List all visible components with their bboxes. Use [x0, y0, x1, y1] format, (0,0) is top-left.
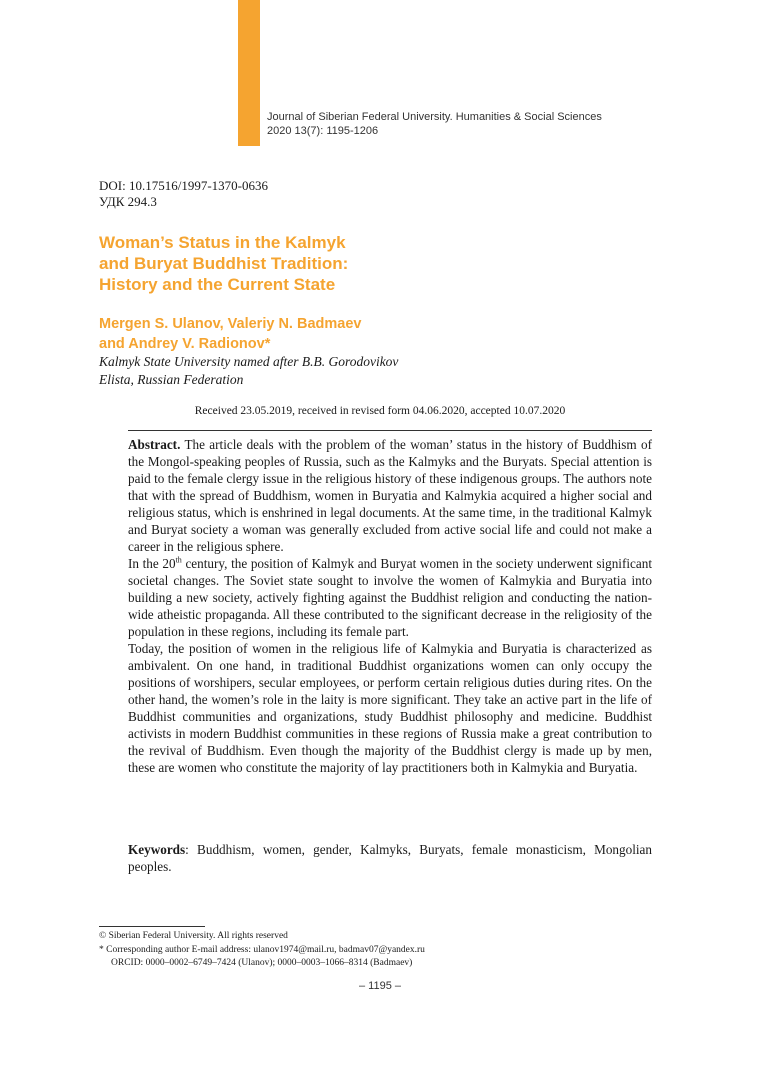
affiliation	[99, 353, 398, 389]
footnotes	[99, 930, 425, 971]
keywords-label: Keywords	[128, 842, 186, 857]
received-dates: Received 23.05.2019, received in revised form 04.06.2020, accepted 10.07.2020	[194, 405, 566, 417]
abstract-text: century, the position of Kalmyk and Buryat women in the society underwent significant societal changes. The Soviet state sought to involve the women of Kalmykia and Buryatia into building a new society, actively fighting against the Buddhist religion and conducting the nation-wide atheistic propaganda. All these contributed to the significant decrease in the religiosity of the population in these regions, including its female part.	[128, 556, 652, 639]
affiliation-location: Elista, Russian Federation	[99, 372, 244, 387]
orcid-note: ORCID: 0000–0002–6749–7424 (Ulanov); 0000–0003–1066–8314 (Badmaev)	[111, 958, 413, 968]
article-meta	[99, 178, 268, 210]
doi: DOI: 10.17516/1997-1370-0636	[99, 178, 268, 193]
accent-bar	[238, 0, 260, 146]
page-number: – 1195 –	[358, 980, 401, 992]
journal-issue: 2020 13(7): 1195-1206	[267, 125, 379, 137]
abstract-text: In the 20	[128, 556, 176, 571]
article-title	[99, 232, 348, 295]
title-line: History and the Current State	[99, 275, 336, 294]
keywords	[128, 841, 652, 875]
title-line: and Buryat Buddhist Tradition:	[99, 254, 349, 273]
udk: УДК 294.3	[99, 194, 157, 209]
abstract-paragraph	[128, 555, 652, 640]
abstract-paragraph: Today, the position of women in the religious life of Kalmykia and Buryatia is characterized as ambivalent. On one hand, in traditional Buddhist organizations women can only occupy the positions of worshipers, secular employees, or perform certain religious duties during rites. On the other hand, the women’s role in the laity is more significant. They take an active part in the life of Buddhist communities and organizations, study Buddhist philosophy and medicine. Buddhist activists in modern Buddhist communities in these regions of Russia make a great contribution to the revival of Buddhism. Even though the majority of the Buddhist clergy is made up by men, these are women who constitute the majority of lay practitioners both in Kalmykia and Buryatia.	[128, 641, 652, 775]
affiliation-university: Kalmyk State University named after B.B. Gorodovikov	[99, 354, 399, 369]
ordinal-suffix: th	[175, 555, 182, 565]
abstract-text: The article deals with the problem of the woman’ status in the history of Buddhism of the Mongol-speaking peoples of Russia, such as the Kalmyks and the Buryats. Special attention is paid to the female clergy issue in the religious history of these indigenous groups. The authors note that with the spread of Buddhism, women in Buryatia and Kalmykia acquired a higher social and religious status, which is enshrined in legal documents. At the same time, in the traditional Kalmyk and Buryat society a woman was generally excluded from active social life and could not make a career in the religious sphere.	[128, 437, 652, 554]
abstract-label: Abstract.	[128, 437, 181, 452]
journal-header	[267, 110, 602, 138]
abstract-divider	[128, 430, 652, 431]
journal-name: Journal of Siberian Federal University. Humanities & Social Sciences	[267, 111, 602, 123]
authors-line: Mergen S. Ulanov, Valeriy N. Badmaev	[99, 316, 362, 332]
title-line: Woman’s Status in the Kalmyk	[99, 233, 346, 252]
copyright-note: © Siberian Federal University. All rights reserved	[99, 931, 288, 941]
keywords-text: : Buddhism, women, gender, Kalmyks, Buryats, female monasticism, Mongolian peoples.	[128, 842, 652, 874]
footnote-divider	[99, 926, 205, 927]
authors-line: and Andrey V. Radionov*	[99, 336, 271, 352]
corresponding-author-note: * Corresponding author E-mail address: ulanov1974@mail.ru, badmav07@yandex.ru	[99, 944, 425, 955]
abstract-paragraph	[128, 436, 652, 555]
abstract	[128, 436, 652, 776]
authors	[99, 314, 361, 354]
